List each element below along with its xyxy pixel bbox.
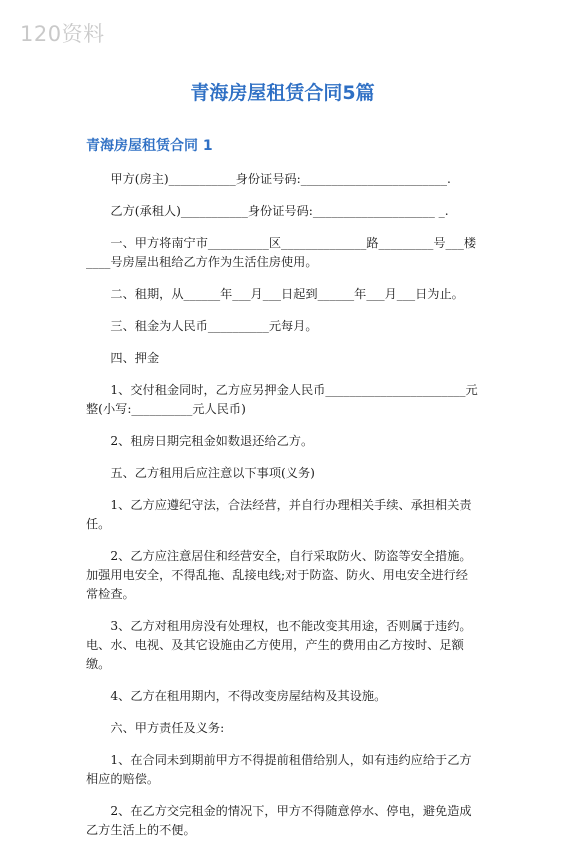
clause-1-premises: 一、甲方将南宁市__________区______________路_________号___楼____号房屋出租给乙方作为生活住房使用。 xyxy=(86,236,477,269)
tenant-duty-2: 2、乙方应注意居住和经营安全，自行采取防火、防盗等安全措施。加强用电安全，不得乱拖、乱接电线;对于防盗、防火、用电安全进行经常检查。 xyxy=(86,549,472,601)
clause-5-heading: 五、乙方租用后应注意以下事项(义务) xyxy=(110,466,315,480)
tenant-duty-3: 3、乙方对租用房没有处理权，也不能改变其用途，否则属于违约。电、水、电视、及其它设施由乙方使用，产生的费用由乙方按时、足额缴。 xyxy=(86,619,472,671)
clause-2-term: 二、租期，从______年___月___日起到______年___月___日为止。 xyxy=(110,287,464,301)
watermark: 120资料 xyxy=(20,22,105,46)
landlord-duty-1: 1、在合同未到期前甲方不得提前租借给别人，如有违约应给于乙方相应的赔偿。 xyxy=(86,753,472,786)
clause-4-deposit-heading: 四、押金 xyxy=(110,351,160,365)
clause-3-rent: 三、租金为人民币__________元每月。 xyxy=(110,319,318,333)
contract-body xyxy=(86,170,478,853)
party-b-line: 乙方(承租人)___________身份证号码:____________________ _. xyxy=(110,204,449,218)
deposit-item-1: 1、交付租金同时，乙方应另押金人民币_______________________元整(小写:__________元人民币) xyxy=(86,383,478,416)
clause-6-heading: 六、甲方责任及义务: xyxy=(110,721,225,735)
document-title: 青海房屋租赁合同5篇 xyxy=(190,82,375,104)
party-a-line: 甲方(房主)___________身份证号码:________________________. xyxy=(110,172,451,186)
tenant-duty-1: 1、乙方应遵纪守法，合法经营，并自行办理相关手续、承担相关责任。 xyxy=(86,498,472,531)
tenant-duty-4: 4、乙方在租用期内，不得改变房屋结构及其设施。 xyxy=(110,689,387,703)
landlord-duty-2: 2、在乙方交完租金的情况下，甲方不得随意停水、停电，避免造成乙方生活上的不便。 xyxy=(86,804,472,837)
deposit-item-2: 2、租房日期完租金如数退还给乙方。 xyxy=(110,434,314,448)
section-title: 青海房屋租赁合同 1 xyxy=(86,138,213,154)
